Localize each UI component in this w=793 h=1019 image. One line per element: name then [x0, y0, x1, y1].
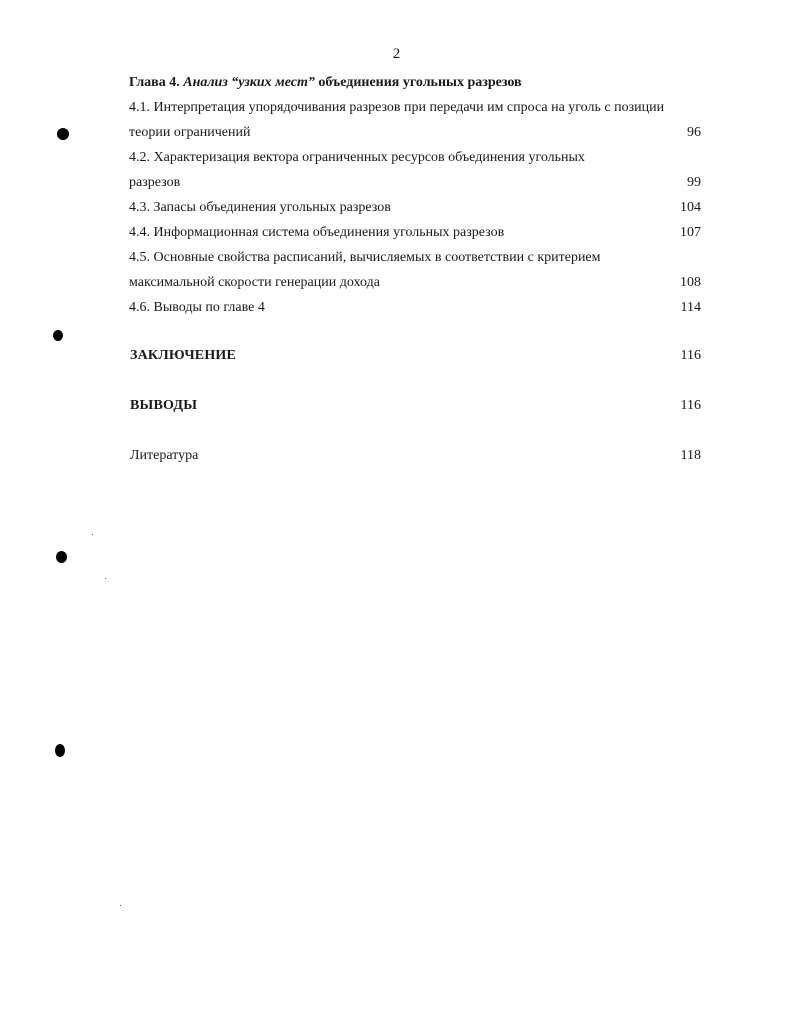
- chapter-heading: [129, 70, 701, 95]
- toc-page-number: 118: [680, 448, 701, 463]
- punch-hole-mark: [53, 330, 63, 341]
- toc-page-number: 99: [687, 175, 701, 190]
- toc-entry-text: 4.6. Выводы по главе 4: [129, 300, 265, 315]
- toc-entry-text: 4.1. Интерпретация упорядочивания разрезов при передачи им спроса на уголь с позиции: [129, 100, 665, 115]
- toc-page-number: 114: [680, 300, 701, 315]
- chapter-number: Глава 4.: [129, 75, 180, 90]
- toc-section-literature: [130, 443, 701, 468]
- toc-page-number: 108: [680, 275, 701, 290]
- punch-hole-mark: [55, 744, 65, 757]
- toc-entry-4-4: [129, 220, 701, 245]
- toc-entry-line2: [129, 170, 701, 195]
- toc-page-number: 116: [680, 398, 701, 413]
- punch-hole-mark: [56, 551, 67, 563]
- toc-entry-4-3: [129, 195, 701, 220]
- toc-entry-text: 4.3. Запасы объединения угольных разрезов: [129, 200, 391, 215]
- toc-page-number: 104: [680, 200, 701, 215]
- toc-entry-line2: [129, 270, 701, 295]
- section-label: Литература: [130, 448, 199, 463]
- table-of-contents: [129, 70, 701, 320]
- toc-entry-text-cont: максимальной скорости генерации дохода: [129, 275, 380, 290]
- toc-section-findings: [130, 393, 701, 418]
- toc-entry-line2: [129, 120, 701, 145]
- toc-entry-4-1: [129, 95, 701, 145]
- scan-speck: [105, 578, 106, 579]
- toc-page-number: 116: [680, 348, 701, 363]
- section-label: ЗАКЛЮЧЕНИЕ: [130, 348, 237, 363]
- scan-speck: [92, 534, 93, 535]
- toc-entry-4-6: [129, 295, 701, 320]
- chapter-title-italic: Анализ “узких мест”: [183, 75, 315, 90]
- scan-speck: [120, 905, 121, 906]
- toc-entry-text: 4.5. Основные свойства расписаний, вычисляемых в соответствии с критерием: [129, 250, 601, 265]
- toc-entry-text-cont: разрезов: [129, 175, 181, 190]
- punch-hole-mark: [57, 128, 69, 140]
- toc-page-number: 107: [680, 225, 701, 240]
- toc-entry-4-2: [129, 145, 701, 195]
- chapter-title-rest: объединения угольных разрезов: [318, 75, 522, 90]
- toc-entry-text-cont: теории ограничений: [129, 125, 251, 140]
- toc-page-number: 96: [687, 125, 701, 140]
- toc-entry-text: 4.4. Информационная система объединения угольных разрезов: [129, 225, 505, 240]
- page-number: 2: [392, 46, 401, 62]
- toc-entry-text: 4.2. Характеризация вектора ограниченных ресурсов объединения угольных: [129, 150, 585, 165]
- toc-section-conclusion: [130, 343, 701, 368]
- toc-entry-4-5: [129, 245, 701, 295]
- section-label: ВЫВОДЫ: [130, 398, 198, 413]
